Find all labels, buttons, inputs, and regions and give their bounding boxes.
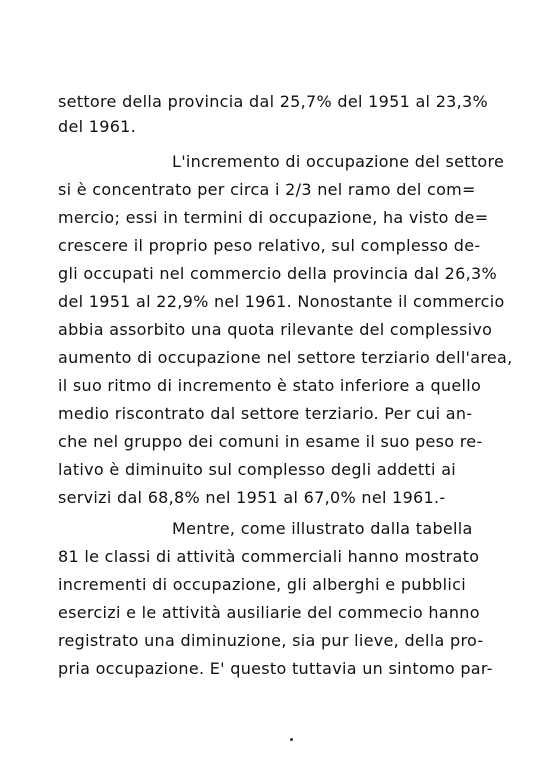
text-line: del 1951 al 22,9% nel 1961. Nonostante il commercio [58, 292, 505, 311]
text-line: settore della provincia dal 25,7% del 1951 al 23,3% [58, 92, 489, 111]
text-line: che nel gruppo dei comuni in esame il suo peso re- [58, 432, 483, 451]
text-line: 81 le classi di attività commerciali hanno mostrato [58, 547, 480, 566]
text-line: Mentre, come illustrato dalla tabella [172, 519, 473, 538]
text-line: il suo ritmo di incremento è stato inferiore a quello [58, 376, 482, 395]
text-line: medio riscontrato dal settore terziario. Per cui an- [58, 404, 473, 423]
text-line: registrato una diminuzione, sia pur lieve, della pro- [58, 631, 484, 650]
text-line: abbia assorbito una quota rilevante del complessivo [58, 320, 493, 339]
text-line: esercizi e le attività ausiliarie del commecio hanno [58, 603, 480, 622]
text-line: servizi dal 68,8% nel 1951 al 67,0% nel 1961.- [58, 488, 446, 507]
page-mark [290, 738, 293, 741]
text-line: incrementi di occupazione, gli alberghi e pubblici [58, 575, 466, 594]
text-line: del 1961. [58, 117, 137, 136]
text-line: L'incremento di occupazione del settore [172, 152, 505, 171]
text-line: mercio; essi in termini di occupazione, ha visto de= [58, 208, 489, 227]
text-line: aumento di occupazione nel settore terziario dell'area, [58, 348, 513, 367]
text-line: si è concentrato per circa i 2/3 nel ramo del com= [58, 180, 476, 199]
text-line: gli occupati nel commercio della provincia dal 26,3% [58, 264, 497, 283]
text-line: pria occupazione. E' questo tuttavia un sintomo par- [58, 659, 493, 678]
text-line: crescere il proprio peso relativo, sul complesso de- [58, 236, 481, 255]
text-line: lativo è diminuito sul complesso degli addetti ai [58, 460, 457, 479]
